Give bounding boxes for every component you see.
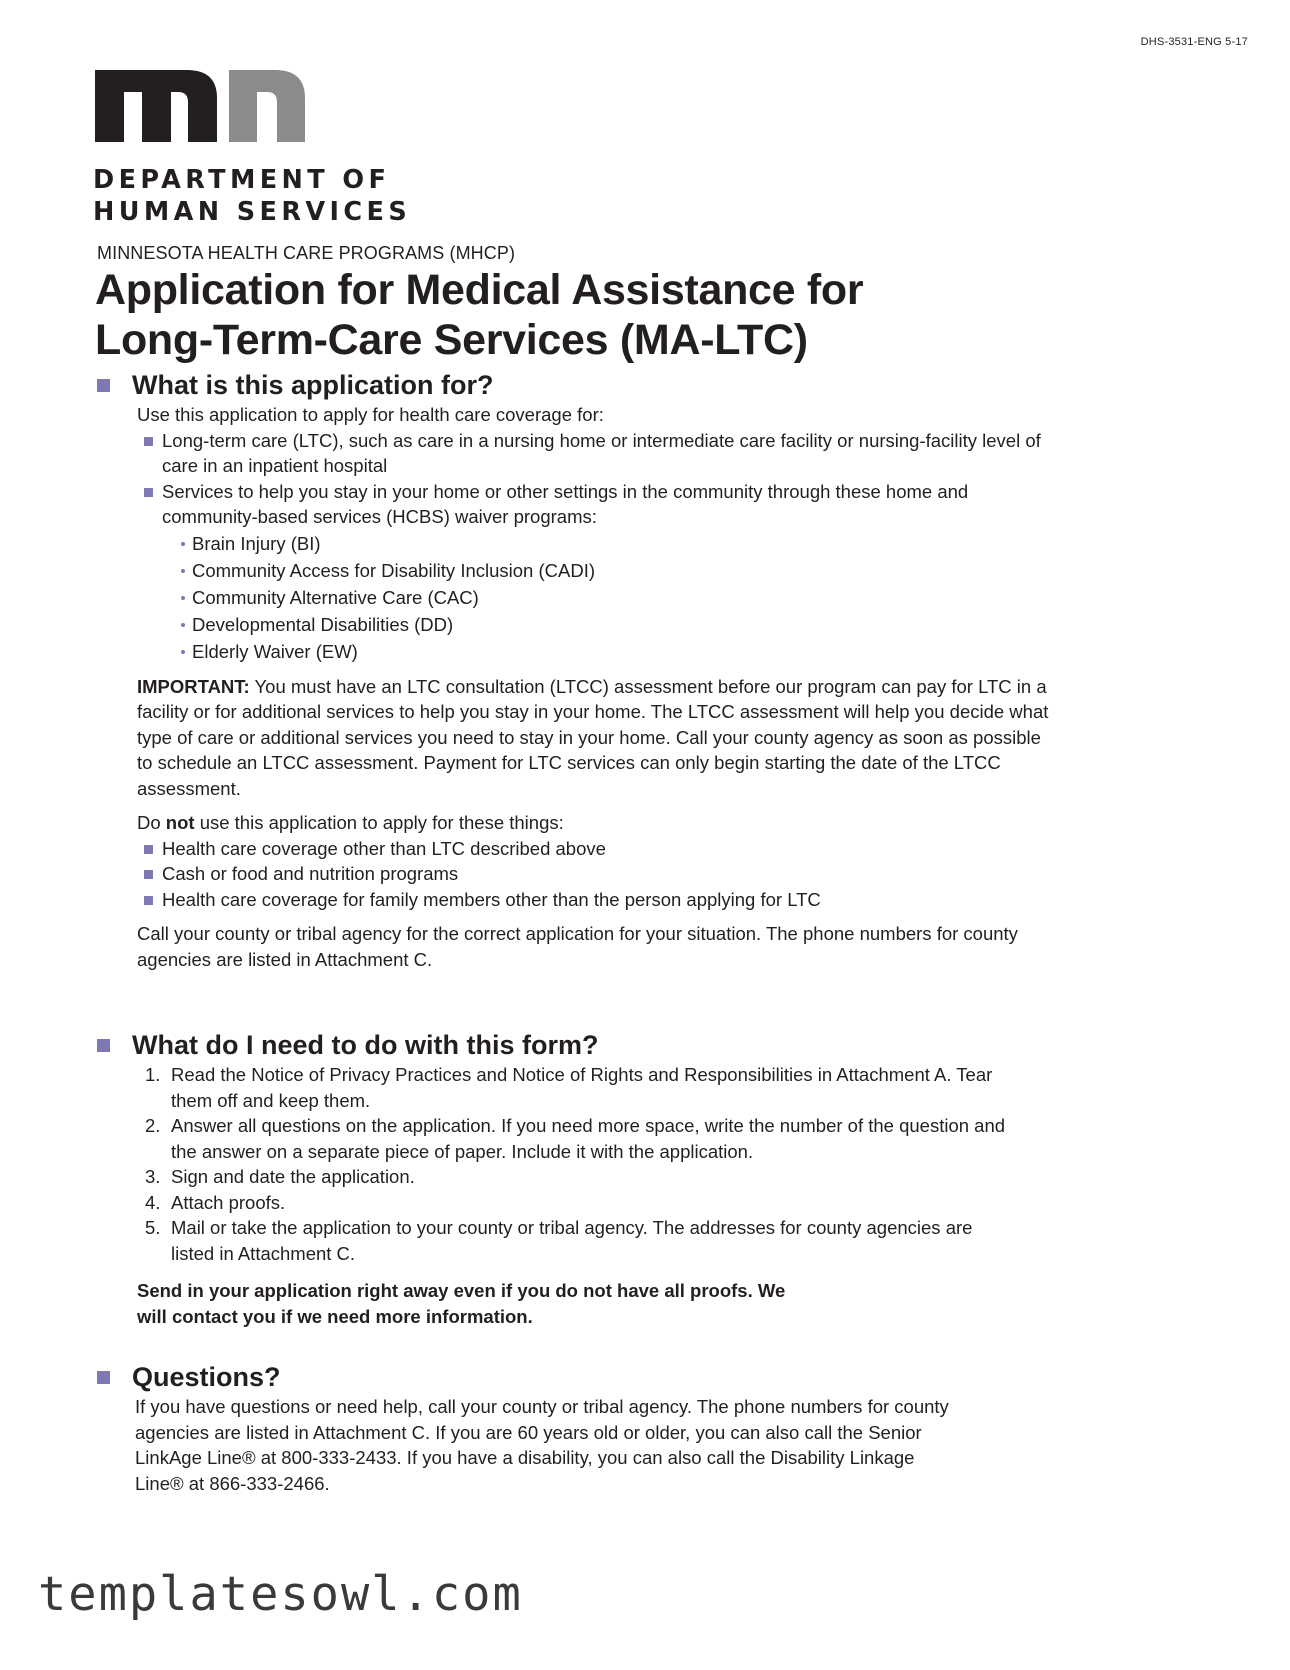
program-name: MINNESOTA HEALTH CARE PROGRAMS (MHCP): [97, 243, 516, 263]
dot-bullet-icon: [181, 623, 185, 627]
exclusion-list: [137, 836, 1055, 913]
square-bullet-icon: [97, 1039, 110, 1052]
send-now-note: Send in your application right away even if you do not have all proofs. We will contact you if we need more information.: [137, 1280, 786, 1327]
waiver-item: Community Access for Disability Inclusion (CADI): [180, 557, 1055, 584]
square-bullet-icon: [97, 379, 110, 392]
square-bullet-icon: [97, 1371, 110, 1384]
section-heading: What is this application for?: [95, 368, 1055, 402]
list-item: Health care coverage for family members other than the person applying for LTC: [137, 887, 1055, 913]
square-bullet-icon: [144, 488, 153, 497]
page-title: [95, 265, 863, 365]
square-bullet-icon: [144, 437, 153, 446]
list-item: Long-term care (LTC), such as care in a nursing home or intermediate care facility or nursing-facility level of care in an inpatient hospital: [137, 428, 1055, 479]
list-item: Cash or food and nutrition programs: [137, 861, 1055, 887]
waiver-list: [162, 530, 1055, 665]
square-bullet-icon: [144, 845, 153, 854]
watermark: templatesowl.com: [38, 1567, 523, 1622]
steps-list: [137, 1062, 1017, 1266]
list-item: Services to help you stay in your home or other settings in the community through these home and community-based services (HCBS) waiver programs: Brain Injury (BI) Community Access for Disability Inclusion (CADI) Community Alternative Care (CAC) Developmental Disabilities (DD) Elderly Waiver (EW): [137, 479, 1055, 665]
section-heading: Questions?: [95, 1360, 1055, 1394]
coverage-list: [137, 428, 1055, 665]
step-item: 2. Answer all questions on the application. If you need more space, write the number of the question and the answer on a separate piece of paper. Include it with the application.: [145, 1115, 1006, 1162]
section-application-purpose: [95, 368, 1055, 972]
intro-text: Use this application to apply for health care coverage for:: [137, 404, 604, 425]
square-bullet-icon: [144, 870, 153, 879]
title-line-2: Long-Term-Care Services (MA-LTC): [95, 316, 808, 364]
do-not-intro: Do not use this application to apply for these things:: [137, 812, 564, 833]
section-questions: [95, 1360, 1055, 1496]
logo-line-1: DEPARTMENT OF: [93, 165, 391, 195]
step-item: 5. Mail or take the application to your county or tribal agency. The addresses for county agencies are listed in Attachment C.: [145, 1217, 973, 1264]
dot-bullet-icon: [181, 650, 185, 654]
step-item: 1. Read the Notice of Privacy Practices and Notice of Rights and Responsibilities in Attachment A. Tear them off and keep them.: [145, 1064, 993, 1111]
dot-bullet-icon: [181, 569, 185, 573]
dot-bullet-icon: [181, 596, 185, 600]
waiver-item: Developmental Disabilities (DD): [180, 611, 1055, 638]
square-bullet-icon: [144, 896, 153, 905]
waiver-item: Community Alternative Care (CAC): [180, 584, 1055, 611]
dot-bullet-icon: [181, 542, 185, 546]
section-instructions: [95, 1028, 1055, 1329]
call-agency-text: Call your county or tribal agency for the correct application for your situation. The phone numbers for county agencies are listed in Attachment C.: [137, 923, 1018, 970]
dhs-logo: [93, 70, 412, 227]
step-item: 3. Sign and date the application.: [145, 1166, 415, 1187]
questions-text: If you have questions or need help, call your county or tribal agency. The phone numbers for county agencies are listed in Attachment C. If you are 60 years old or older, you can also call the Senior LinkAge Line® at 800-333-2433. If you have a disability, you can also call the Disability Linkage Line® at 866-333-2466.: [135, 1396, 949, 1494]
section-heading: What do I need to do with this form?: [95, 1028, 1055, 1062]
important-note: IMPORTANT: You must have an LTC consultation (LTCC) assessment before our program can pay for LTC in a facility or for additional services to help you stay in your home. The LTCC assessment will help you decide what type of care or additional services you need to stay in your home. Call your county agency as soon as possible to schedule an LTCC assessment. Payment for LTC services can only begin starting the date of the LTCC assessment.: [137, 675, 1049, 799]
waiver-item: Brain Injury (BI): [180, 530, 1055, 557]
form-id: DHS-3531-ENG 5-17: [1140, 36, 1248, 48]
title-line-1: Application for Medical Assistance for: [95, 266, 864, 314]
list-item: Health care coverage other than LTC described above: [137, 836, 1055, 862]
waiver-item: Elderly Waiver (EW): [180, 638, 1055, 665]
logo-wordmark: [93, 164, 411, 228]
step-item: 4. Attach proofs.: [145, 1191, 286, 1213]
logo-line-2: HUMAN SERVICES: [93, 197, 412, 227]
mn-logo-icon: [95, 70, 320, 142]
